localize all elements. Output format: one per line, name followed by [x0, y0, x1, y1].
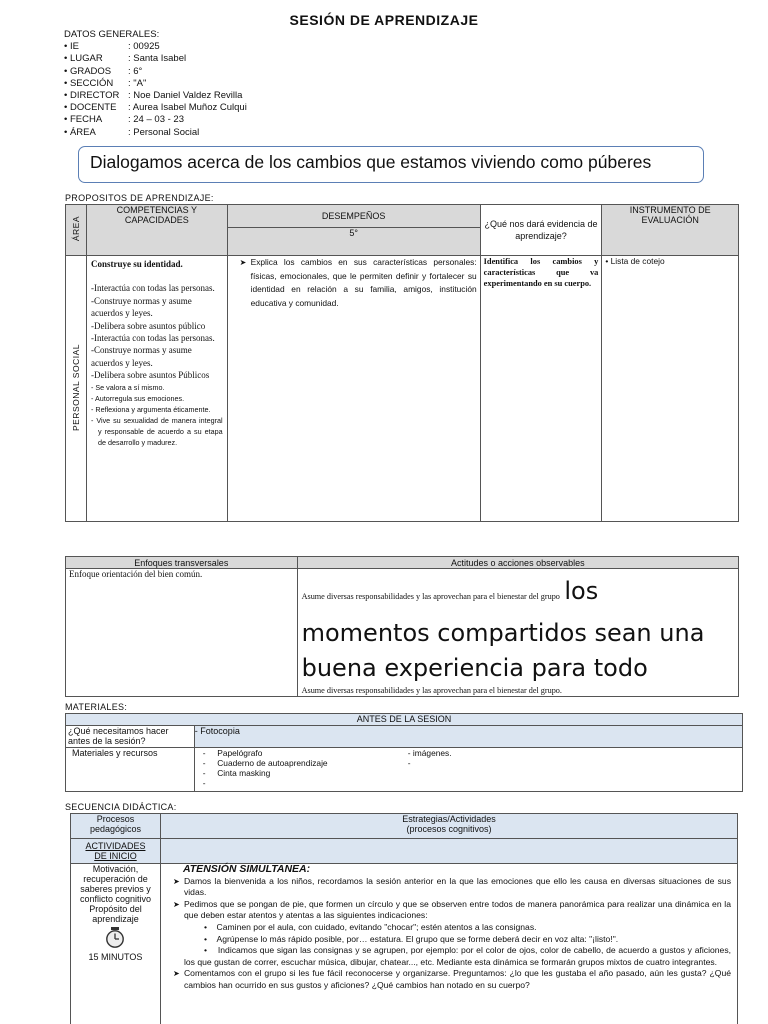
general-row: • SECCIÓN : "A"	[64, 77, 147, 89]
clock-icon	[73, 927, 158, 951]
purposes-label: PROPOSITOS DE APRENDIZAJE:	[65, 193, 214, 203]
list-item: • Indicamos que sigan las consignas y se agrupen, por ejemplo: por el color de ojos, color de cabello, de acuerdo a gustos y aficiones, los que gustan de correr, escuchar música, dibujar, chatear..., etc. Mediante esta dinámica se formarán grupos mixtos de cuatro integrantes.	[183, 945, 732, 967]
list-item: ➤ Pedimos que se pongan de pie, que formen un círculo y que se observen entre todos de manera panorámica para realizar una dinámica en la que deben estar atentos y atentas a las siguientes indicaciones:	[173, 899, 731, 922]
list-item: • Caminen por el aula, con cuidado, evitando "chocar"; estén atentos a las consignas.	[203, 921, 537, 932]
list-item: - Cinta masking	[202, 768, 271, 778]
header-competencies: COMPETENCIAS Y CAPACIDADES	[87, 205, 228, 256]
sequence-label: SECUENCIA DIDÁCTICA:	[65, 802, 177, 812]
materials-label: MATERIALES:	[65, 702, 128, 712]
header-area: ÁREA	[66, 205, 87, 256]
evidence-cell: Identifica los cambios y características que va experimentando en su cuerpo.	[480, 256, 602, 522]
instrument-cell: • Lista de cotejo	[602, 256, 739, 522]
strategies-cell: ATENSIÓN SIMULTANEA: ➤ Damos la bienvenida a los niños, recordamos la sesión anterior en la que las emociones que ello les causa en diversas situaciones de sus vidas. ➤ Pedimos que se pongan de pie, que formen un círculo y que se observen entre todos de manera panorámica para realizar una dinámica en la que deben estar atentos y atentas a las siguientes indicaciones: • Caminen por el aula, con cuidado, evitando "chocar"; estén atentos a las consignas. • Agrúpense lo más rápido posible, por… estatura. El grupo que se forme deberá decir en voz alta: "¡listo!". • Indicamos que sigan las consignas y se agrupen, por ejemplo: por el color de ojos, color de cabello, de acuerdo a gustos y aficiones, los que gustan de correr, escuchar música, dibujar, chatear..., etc. Mediante esta dinámica se formarán grupos mixtos de cuatro integrantes. ➤ Comentamos con el grupo si les fue fácil reconocerse y organizarse. Preguntamos: ¿lo que les gustaba el año pasado, aún les gusta? ¿Qué cambios han ocurrido en sus gustos y aficiones? ¿Qué cambios han notado en su cuerpo?	[160, 864, 737, 1024]
materials-table	[65, 713, 743, 792]
general-row: • FECHA : 24 – 03 - 23	[64, 114, 184, 126]
general-row: • IE : 00925	[64, 41, 160, 53]
list-item: - Vive su sexualidad de manera integral y responsable de acuerdo a su etapa de desarrollo y madurez.	[91, 415, 223, 447]
purposes-table	[65, 204, 739, 522]
materials-resources-label: Materiales y recursos	[66, 748, 195, 792]
start-activities-label: ACTIVIDADES DE INICIO	[71, 839, 161, 864]
materials-question: ¿Qué necesitamos hacer antes de la sesión?	[66, 726, 195, 748]
sequence-table	[70, 813, 738, 1024]
transversal-header-left: Enfoques transversales	[66, 557, 298, 569]
general-row: • GRADOS : 6°	[64, 65, 143, 77]
header-grade: 5°	[227, 228, 480, 256]
general-row: • DIRECTOR : Noe Daniel Valdez Revilla	[64, 90, 243, 102]
materials-question-value: - Fotocopia	[194, 726, 742, 748]
strategies-blank	[160, 839, 737, 864]
general-data	[64, 29, 247, 139]
approach-cell: Enfoque orientación del bien común.	[66, 569, 298, 697]
session-title-banner: Dialogamos acerca de los cambios que estamos viviendo como púberes	[78, 146, 704, 183]
header-processes: Procesos pedagógicos	[71, 814, 161, 839]
list-item: - Cuaderno de autoaprendizaje	[202, 758, 328, 768]
list-item: - Autorregula sus emociones.	[91, 393, 185, 403]
list-item: - Reflexiona y argumenta éticamente.	[91, 404, 211, 414]
header-strategies: Estrategias/Actividades (procesos cognitivos)	[160, 814, 737, 839]
header-evidence: ¿Qué nos dará evidencia de aprendizaje?	[480, 205, 602, 256]
list-item: ➤ Damos la bienvenida a los niños, recordamos la sesión anterior en la que las emociones que ello les causa en diversas situaciones de sus vidas.	[173, 876, 731, 899]
general-row: • DOCENTE : Aurea Isabel Muñoz Culqui	[64, 102, 247, 114]
list-item: -	[202, 778, 218, 788]
attitude-cell: Asume diversas responsabilidades y las aprovechan para el bienestar del grupo los momentos compartidos sean una buena experiencia para todo Asume diversas responsabilidades y las aprovechan para el bienestar del grupo.	[297, 569, 738, 697]
transversal-header-right: Actitudes o acciones observables	[297, 557, 738, 569]
materials-resources: - Papelógrafo - Cuaderno de autoaprendizaje - Cinta masking - - imágenes. -	[194, 748, 742, 792]
materials-header: ANTES DE LA SESION	[66, 714, 743, 726]
header-instrument: INSTRUMENTO DE EVALUACIÓN	[602, 205, 739, 256]
general-row: • LUGAR : Santa Isabel	[64, 53, 187, 65]
general-heading: DATOS GENERALES:	[64, 29, 160, 40]
general-row: • ÁREA : Personal Social	[64, 126, 200, 138]
page-title: SESIÓN DE APRENDIZAJE	[289, 12, 479, 28]
transversal-table	[65, 556, 739, 697]
area-cell: PERSONAL SOCIAL	[66, 256, 87, 522]
performance-cell: ➤ Explica los cambios en sus características personales: físicas, emocionales, que le permiten definir y fortalecer su identidad en relación a su familia, amigos, institución educativa y comunidad.	[227, 256, 480, 522]
list-item: - Se valora a sí mismo.	[91, 382, 165, 392]
list-item: - Papelógrafo	[202, 748, 263, 758]
list-item: ➤ Comentamos con el grupo si les fue fácil reconocerse y organizarse. Preguntamos: ¿lo que les gustaba el año pasado, aún les gusta? ¿Qué cambios han ocurrido en sus gustos y aficiones? ¿Qué cambios han notado en su cuerpo?	[173, 968, 731, 991]
list-item: • Agrúpense lo más rápido posible, por… estatura. El grupo que se forme deberá decir en voz alta: "¡listo!".	[203, 933, 619, 944]
header-performance: DESEMPEÑOS	[227, 205, 480, 228]
competencies-cell: Construye su identidad. -Interactúa con todas las personas. -Construye normas y asume acuerdos y leyes. -Delibera sobre asuntos público -Interactúa con todas las personas. -Construye normas y asume acuerdos y leyes. -Delibera sobre asuntos Públicos - Se valora a sí mismo. - Autorregula sus emociones. - Reflexiona y argumenta éticamente. - Vive su sexualidad de manera integral y responsable de acuerdo a su etapa de desarrollo y madurez.	[87, 256, 228, 522]
processes-cell: Motivación, recuperación de saberes previos y conflicto cognitivo Propósito del aprendizaje 15 MINUTOS	[71, 864, 161, 1024]
